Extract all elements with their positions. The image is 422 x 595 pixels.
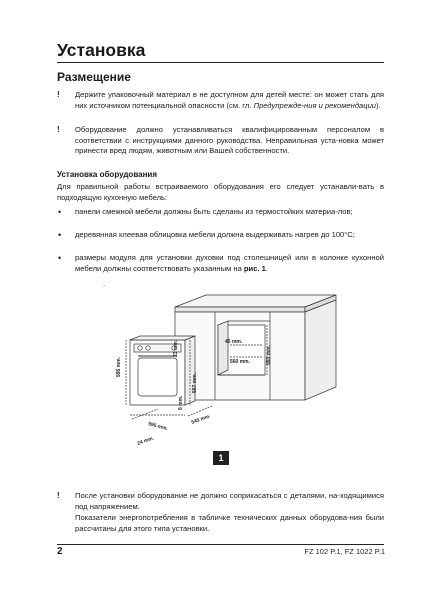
bullet-text: размеры модуля для установки духовки под столешницей или в колонке кухонной мебели должны соответствовать указанным на (75, 253, 384, 273)
bullet-item-figure-ref (75, 253, 384, 274)
footer-rule (57, 544, 384, 545)
intro-text: Для правильной работы встраиваемого оборудования его следует устанавли-вать в подходящую кухонную мебель: (57, 182, 384, 202)
bullet-mark: • (58, 207, 62, 217)
model-number: FZ 102 P.1, FZ 1022 P.1 (304, 547, 385, 556)
oven-top (130, 336, 195, 340)
oven-door-window (138, 358, 177, 396)
dim-label: 583 mm. (266, 344, 272, 365)
dim-label: 595 mm. (147, 421, 169, 433)
section-heading-install: Установка оборудования (57, 170, 157, 179)
warning-text-end: ). (376, 100, 381, 110)
warning-text: Держите упаковочный материал в не доступном для детей месте: он может стать для них источником потенциальной опасности (см. гл. (75, 90, 384, 110)
warning-emphasis: Предупрежде-ния и рекомендации (253, 100, 377, 110)
energy-note: Показатели энергопотребления в табличке технических данных оборудова-ния были рассчитаны для этого типа установки. (75, 513, 384, 533)
stray-dot: . (103, 279, 106, 288)
figure-reference: рис. 1 (243, 263, 266, 273)
countertop-front (175, 307, 305, 312)
section-heading-placement: Размещение (57, 70, 131, 84)
dim-label: 560 mm. (230, 359, 251, 365)
dim-label: 24 mm. (136, 435, 155, 447)
warning-mark: ! (57, 125, 60, 134)
warning-packaging (75, 90, 384, 111)
dim-label: 45 mm. (225, 339, 243, 345)
installation-diagram (100, 285, 340, 465)
dim-label: 595 mm. (116, 356, 122, 377)
bullet-text-end: . (265, 263, 269, 273)
figure-number-badge: 1 (213, 451, 229, 465)
warning-mark: ! (57, 491, 60, 500)
page-number: 2 (57, 546, 63, 557)
warning-installation: Оборудование должно устанавливаться квалифицированным персоналом в соответствии с инструкциями данного руководства. Неправильная уста-новка может принести вред людям, животным или Вашей собственности. (75, 125, 384, 156)
bullet-mark: • (58, 253, 62, 263)
dim-label: 23 mm. (173, 339, 179, 357)
dim-label: 567 mm. (192, 372, 198, 393)
warning-mark: ! (57, 90, 60, 99)
bullet-item: деревянная клеевая облицовка мебели должна выдерживать нагрев до 100°С; (75, 230, 355, 239)
niche-inner-side (218, 321, 228, 375)
dim-line (132, 409, 158, 419)
cabinet-side (305, 300, 336, 400)
dim-label: 545 mm. (190, 413, 212, 426)
warning-live-parts: После установки оборудование не должно соприкасаться с деталями, на-ходящимися под напряжением. (75, 491, 384, 511)
dim-label: 5 mm. (178, 395, 184, 410)
bullet-item: панели смежной мебели должны быть сделаны из термостойких материа-лов; (75, 207, 353, 216)
title-rule (57, 62, 384, 63)
page-title: Установка (57, 40, 146, 60)
bullet-mark: • (58, 230, 62, 240)
